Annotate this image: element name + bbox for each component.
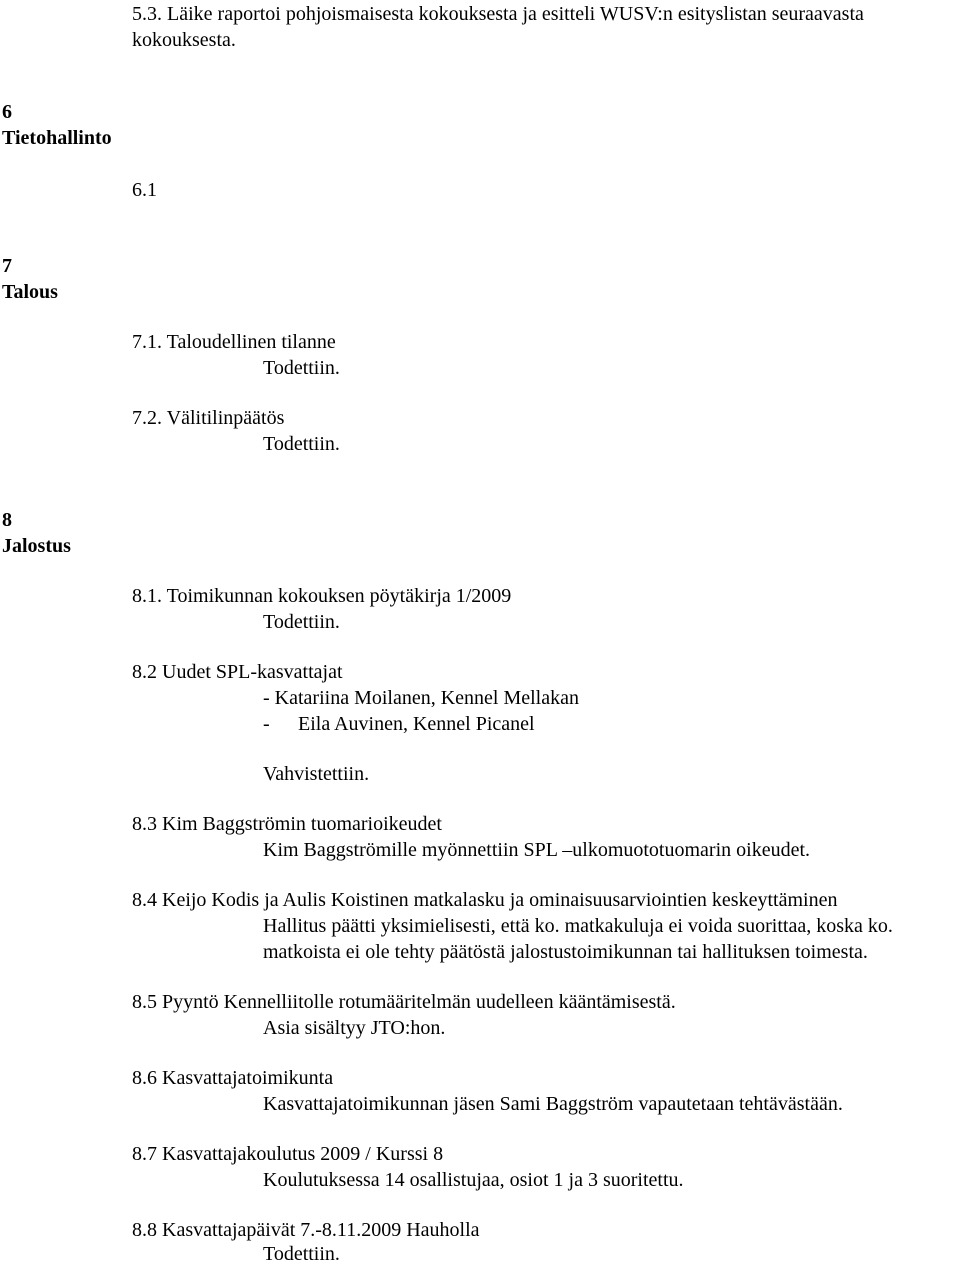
item-7-2-label: 7.2. Välitilinpäätös — [132, 407, 285, 429]
item-8-7-text: Koulutuksessa 14 osallistujaa, osiot 1 ja 3 suoritettu. — [263, 1169, 684, 1191]
item-7-2-decision: Todettiin. — [263, 433, 340, 455]
item-7-1-label: 7.1. Taloudellinen tilanne — [132, 331, 336, 353]
item-8-4-label: 8.4 Keijo Kodis ja Aulis Koistinen matkalasku ja ominaisuusarviointien keskeyttäminen — [132, 889, 838, 911]
item-8-3-label: 8.3 Kim Baggströmin tuomarioikeudet — [132, 813, 442, 835]
item-8-6-text: Kasvattajatoimikunnan jäsen Sami Baggström vapautetaan tehtävästään. — [263, 1093, 843, 1115]
section-6-title: Tietohallinto — [2, 127, 112, 149]
section-7-title: Talous — [2, 281, 58, 303]
item-8-8-decision: Todettiin. — [263, 1243, 340, 1265]
item-5-3-line-1: 5.3. Läike raportoi pohjoismaisesta kokouksesta ja esitteli WUSV:n esityslistan seuraavasta — [132, 3, 864, 25]
item-8-1-decision: Todettiin. — [263, 611, 340, 633]
item-8-2-bullet-1: - Katariina Moilanen, Kennel Mellakan — [263, 687, 579, 709]
item-8-2-bullet-2-text: Eila Auvinen, Kennel Picanel — [298, 713, 535, 735]
item-8-8-label: 8.8 Kasvattajapäivät 7.-8.11.2009 Hauholla — [132, 1219, 480, 1241]
item-6-1-label: 6.1 — [132, 179, 157, 201]
item-8-4-line-1: Hallitus päätti yksimielisesti, että ko. matkakuluja ei voida suorittaa, koska ko. — [263, 915, 893, 937]
item-8-5-text: Asia sisältyy JTO:hon. — [263, 1017, 446, 1039]
item-8-7-label: 8.7 Kasvattajakoulutus 2009 / Kurssi 8 — [132, 1143, 444, 1165]
item-5-3-line-2: kokouksesta. — [132, 29, 236, 51]
item-8-1-label: 8.1. Toimikunnan kokouksen pöytäkirja 1/2009 — [132, 585, 512, 607]
item-8-2-label: 8.2 Uudet SPL-kasvattajat — [132, 661, 343, 683]
item-8-2-bullet-2-dash: - — [263, 713, 270, 735]
section-8-title: Jalostus — [2, 535, 71, 557]
item-8-4-line-2: matkoista ei ole tehty päätöstä jalostustoimikunnan tai hallituksen toimesta. — [263, 941, 868, 963]
item-8-2-decision: Vahvistettiin. — [263, 763, 370, 785]
item-8-5-label: 8.5 Pyyntö Kennelliitolle rotumääritelmän uudelleen kääntämisestä. — [132, 991, 676, 1013]
item-8-3-text: Kim Baggströmille myönnettiin SPL –ulkomuototuomarin oikeudet. — [263, 839, 811, 861]
item-7-1-decision: Todettiin. — [263, 357, 340, 379]
item-8-6-label: 8.6 Kasvattajatoimikunta — [132, 1067, 334, 1089]
section-8-number: 8 — [2, 509, 12, 531]
section-7-number: 7 — [2, 255, 12, 277]
section-6-number: 6 — [2, 101, 12, 123]
